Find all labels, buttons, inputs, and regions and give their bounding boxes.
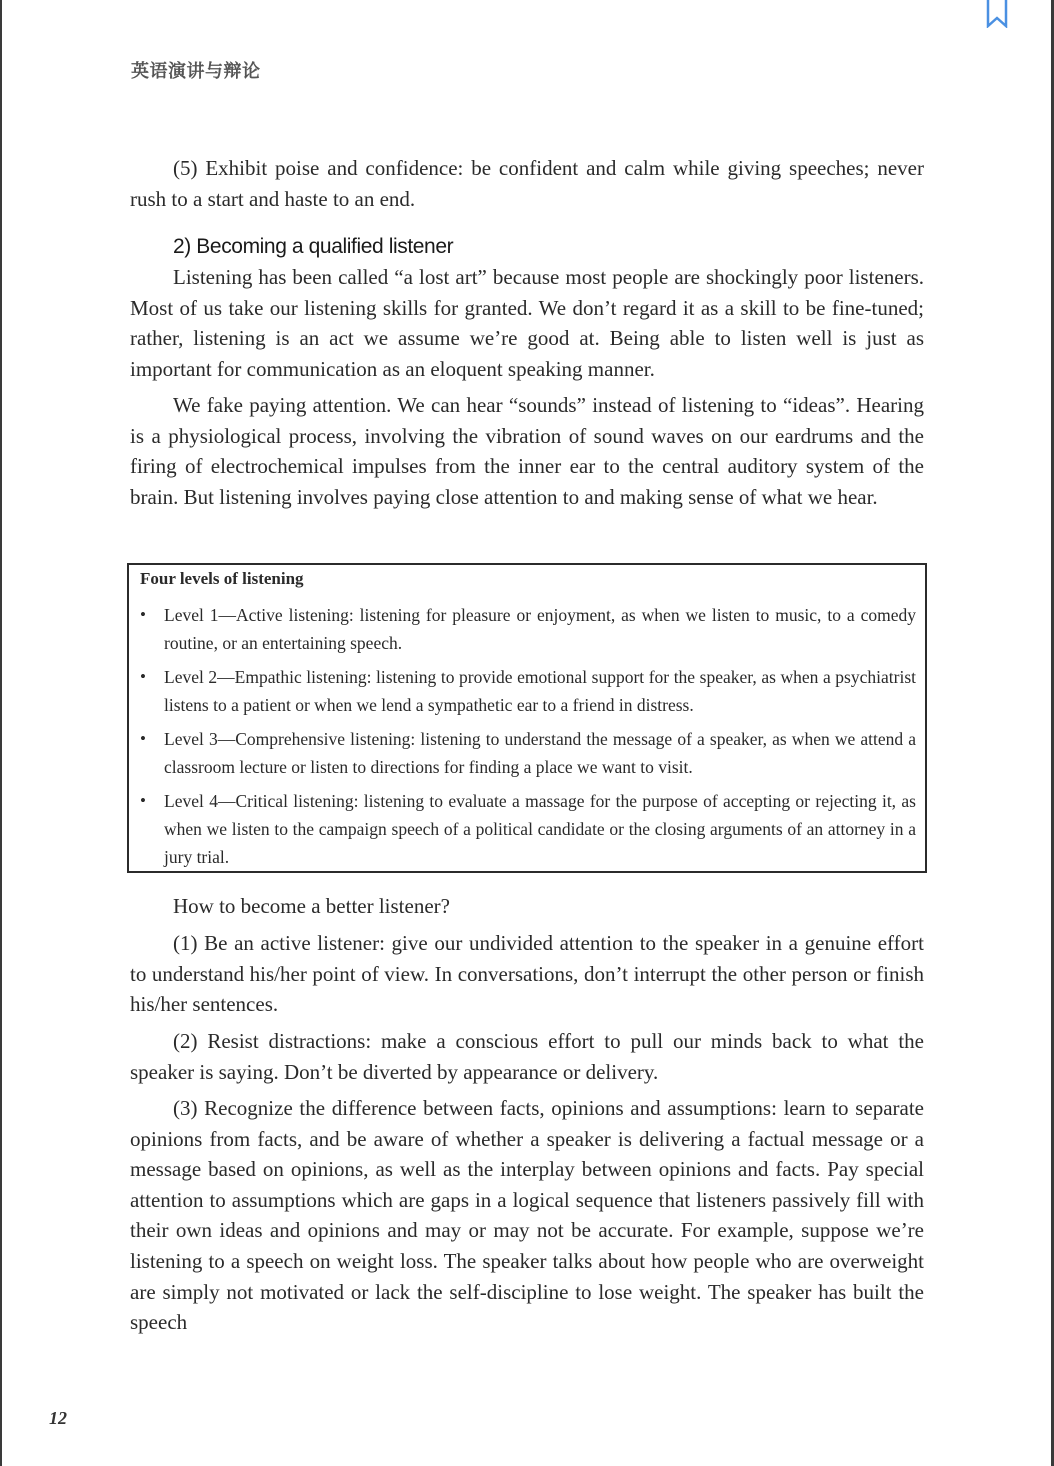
paragraph-facts-opinions: (3) Recognize the difference between facts, opinions and assumptions: learn to separate opinions from facts, and be aware of whether a speaker is delivering a factual message or a message based on opinions, as well as the interplay between opinions and facts. Pay special attention to assumptions which are gaps in a logical sequence that listeners passively fill with their own ideas and opinions and may or may not be accurate. For example, suppose we’re listening to a speech on weight loss. The speaker talks about how people who are overweight are simply not motivated or lack the self-discipline to lose weight. The speaker has built the speech (130, 1096, 924, 1335)
list-item: • Level 1—Active listening: listening for pleasure or enjoyment, as when we listen to music, to a comedy routine, or an entertaining speech. (129, 601, 925, 657)
levels-list (129, 601, 925, 877)
bookmark-button[interactable] (985, 0, 1009, 28)
paragraph-resist-distractions: (2) Resist distractions: make a conscious effort to pull our minds back to what the speaker is saying. Don’t be diverted by appearance or delivery. (130, 1029, 924, 1084)
bookmark-icon (985, 0, 1009, 28)
paragraph-lost-art: Listening has been called “a lost art” because most people are shockingly poor listeners. Most of us take our listening skills for granted. We don’t regard it as a skill to be fine-tuned; rather, listening is an act we assume we’re good at. Being able to listen well is just as important for communication as an eloquent speaking manner. (130, 265, 924, 381)
box-title: Four levels of listening (140, 569, 304, 588)
list-item: • Level 3—Comprehensive listening: listening to understand the message of a speaker, as when we attend a classroom lecture or listen to directions for finding a place we want to visit. (129, 725, 925, 781)
page-number: 12 (49, 1408, 67, 1428)
paragraph-active-listener: (1) Be an active listener: give our undivided attention to the speaker in a genuine effort to understand his/her point of view. In conversations, don’t interrupt the other person or finish his/her sentences. (130, 931, 924, 1017)
bullet-icon: • (140, 667, 146, 686)
section-heading: 2) Becoming a qualified listener (173, 235, 454, 258)
list-item: • Level 2—Empathic listening: listening to provide emotional support for the speaker, as when a psychiatrist listens to a patient or when we lend a sympathetic ear to a friend in distress. (129, 663, 925, 719)
paragraph-fake-attention: We fake paying attention. We can hear “sounds” instead of listening to “ideas”. Hearing is a physiological process, involving the vibration of sound waves on our eardrums and the firing of electrochemical impulses from the inner ear to the central auditory system of the brain. But listening involves paying close attention to and making sense of what we hear. (130, 393, 924, 509)
paragraph-how-to: How to become a better listener? (173, 894, 450, 918)
running-head: 英语演讲与辩论 (131, 61, 261, 82)
bullet-icon: • (140, 791, 146, 810)
listening-levels-box (127, 563, 927, 873)
bullet-icon: • (140, 729, 146, 748)
list-item: • Level 4—Critical listening: listening to evaluate a massage for the purpose of accepting or rejecting it, as when we listen to the campaign speech of a political candidate or the closing arguments of an attorney in a jury trial. (129, 787, 925, 871)
bullet-icon: • (140, 605, 146, 624)
viewer-left-border (0, 0, 2, 1466)
paragraph-poise: (5) Exhibit poise and confidence: be confident and calm while giving speeches; never rush to a start and haste to an end. (130, 156, 924, 211)
